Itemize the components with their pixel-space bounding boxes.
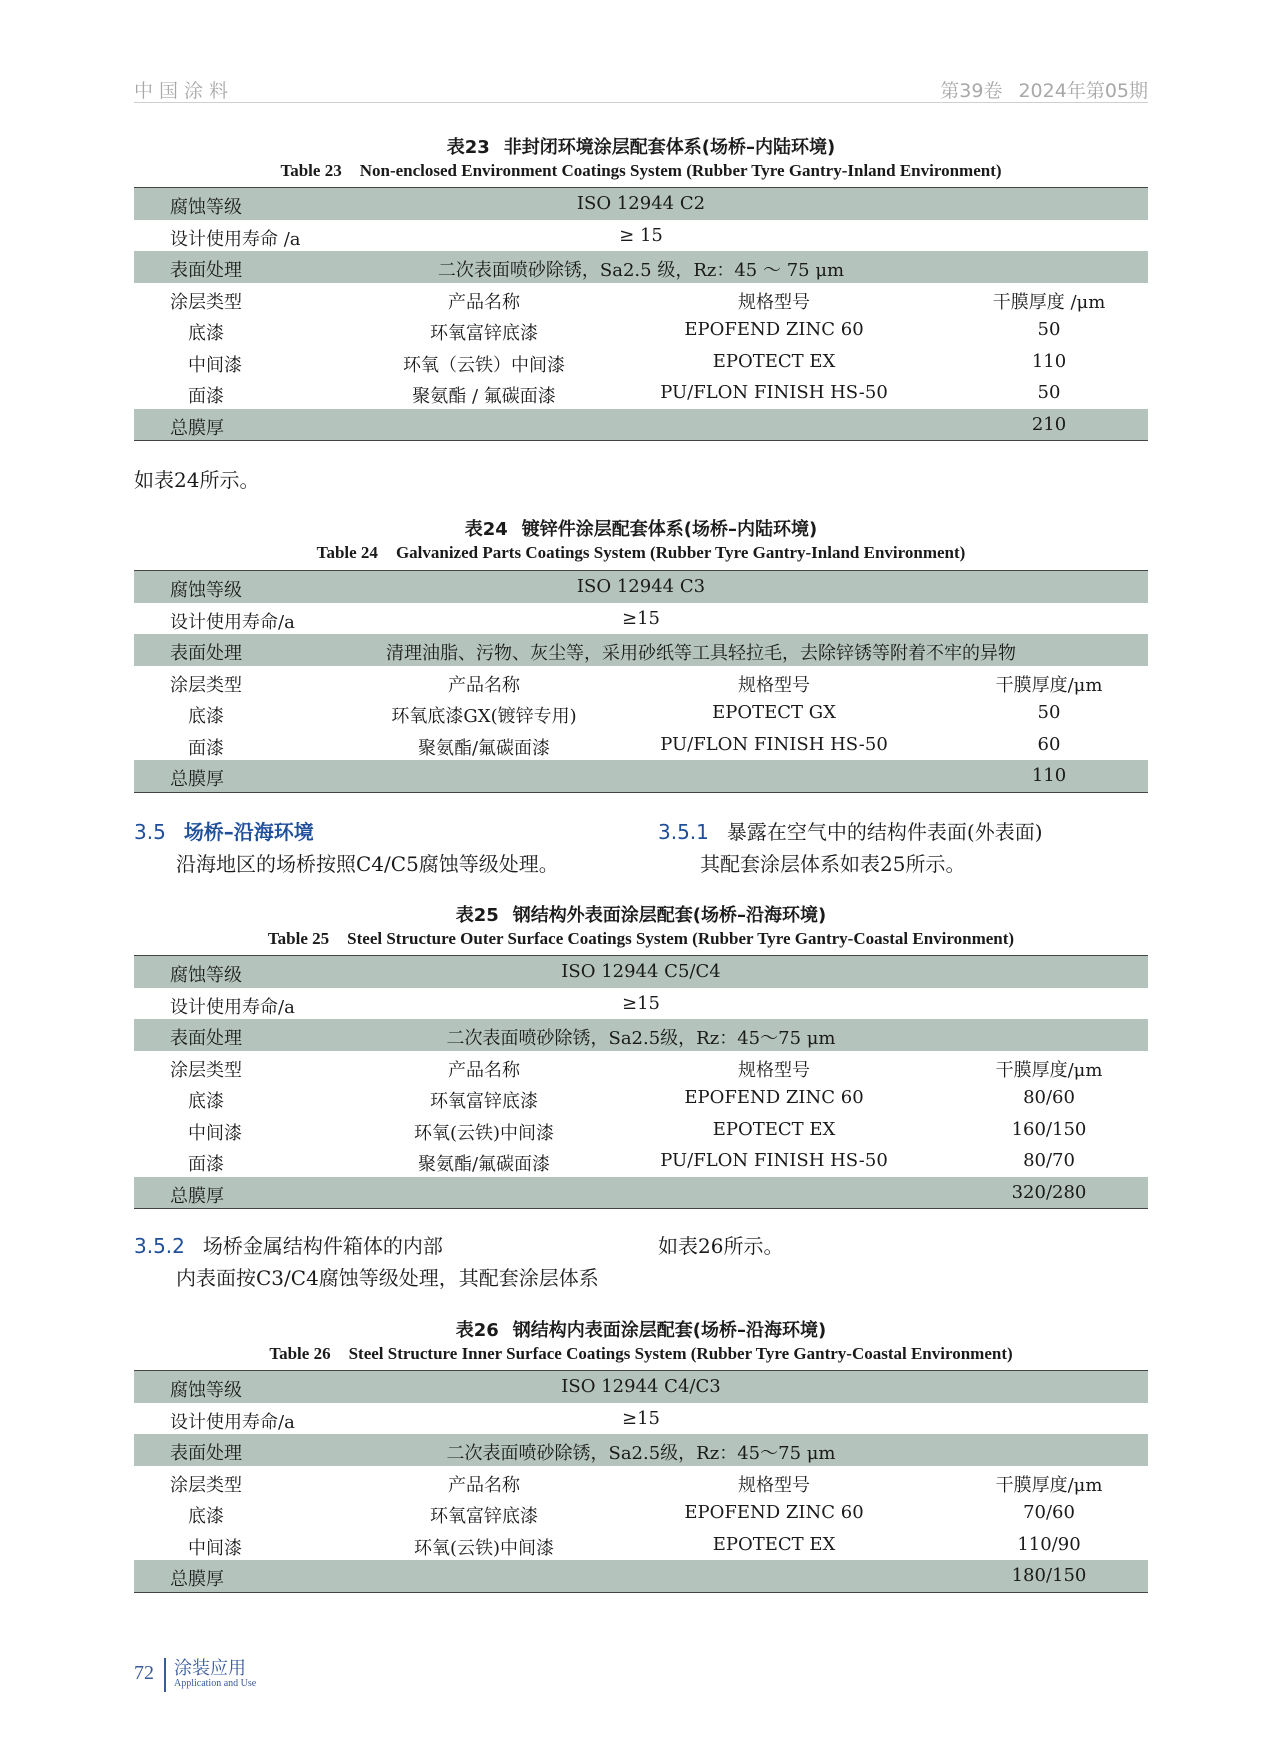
table24-caption-en-num: Table 24: [316, 543, 378, 562]
issue-info: [924, 76, 1148, 103]
table26-caption-cn-num: 表26: [455, 1320, 499, 1341]
surface-label: 表面处理: [170, 1443, 242, 1464]
table25-caption: [134, 901, 1148, 927]
table26-caption-cn: 钢结构内表面涂层配套(场桥–沿海环境): [512, 1320, 827, 1341]
total-label: 总膜厚: [170, 1185, 224, 1207]
table-cell: EPOTECT GX: [712, 702, 836, 723]
corrosion-label: 腐蚀等级: [170, 965, 242, 986]
issue: 2024年第05期: [1018, 80, 1148, 102]
section-number: 3.5: [134, 820, 166, 844]
table-row: [134, 603, 1148, 635]
col-head: 干膜厚度/μm: [995, 674, 1103, 696]
surface-label: 表面处理: [170, 643, 242, 664]
table-cell: 面漆: [188, 1154, 224, 1175]
col-head: 产品名称: [448, 1059, 520, 1081]
section-3-5-body: 沿海地区的场桥按照C4/C5腐蚀等级处理。: [176, 852, 559, 876]
table26-caption-en-wrap: [134, 1344, 1148, 1364]
footer-divider: [164, 1658, 166, 1692]
table-head-row: [134, 283, 1148, 315]
table-cell: 110: [1031, 350, 1067, 372]
total-value: 110: [1031, 765, 1067, 786]
table25: [134, 955, 1148, 1209]
table-cell: 环氧底漆GX(镀锌专用): [391, 706, 577, 727]
table-head-row: [134, 666, 1148, 698]
table-total-row: [134, 409, 1148, 441]
col-head: 规格型号: [738, 674, 810, 696]
life-label: 设计使用寿命/a: [170, 996, 295, 1018]
col-head: 产品名称: [448, 291, 520, 313]
section-number: 3.5.1: [658, 820, 709, 844]
table-cell: 50: [1037, 382, 1061, 403]
table25-caption-en: Steel Structure Outer Surface Coatings System (Rubber Tyre Gantry-Coastal Environment): [347, 929, 1015, 948]
table26-caption-en-num: Table 26: [269, 1344, 331, 1363]
table-head-row: [134, 1466, 1148, 1498]
table26-caption-en: Steel Structure Inner Surface Coatings System (Rubber Tyre Gantry-Coastal Environment): [348, 1344, 1013, 1363]
section-3-5-heading: [134, 816, 314, 848]
col-head: 干膜厚度/μm: [995, 1474, 1103, 1496]
life-value: ≥15: [622, 607, 660, 629]
table26-caption: [134, 1316, 1148, 1342]
table24: [134, 570, 1148, 793]
footer-section-cn: 涂装应用: [174, 1658, 246, 1679]
table23-caption: [134, 133, 1148, 159]
table-cell: EPOTECT EX: [712, 1533, 836, 1555]
table-row: [134, 1497, 1148, 1529]
table-total-row: [134, 1560, 1148, 1592]
col-head: 涂层类型: [170, 1059, 242, 1081]
col-head: 涂层类型: [170, 674, 242, 696]
total-value: 180/150: [1011, 1565, 1087, 1586]
section-3-5-1-body: 其配套涂层体系如表25所示。: [700, 852, 966, 876]
section-3-5-2-body-right: 如表26所示。: [658, 1234, 784, 1258]
life-value: ≥ 15: [619, 224, 663, 246]
table25-caption-en-num: Table 25: [267, 929, 330, 948]
table-row: [134, 1371, 1148, 1403]
life-label: 设计使用寿命/a: [170, 1411, 295, 1433]
table24-caption-cn: 镀锌件涂层配套体系(场桥–内陆环境): [521, 519, 818, 540]
table-total-row: [134, 1177, 1148, 1209]
table-row: [134, 729, 1148, 761]
total-value: 320/280: [1011, 1181, 1087, 1203]
table-cell: 80/70: [1023, 1150, 1075, 1171]
table-row: [134, 1403, 1148, 1435]
col-head: 干膜厚度/μm: [995, 1059, 1103, 1081]
table-cell: 面漆: [188, 737, 224, 759]
table-cell: 70/60: [1023, 1502, 1075, 1523]
table-cell: 80/60: [1023, 1087, 1075, 1108]
total-label: 总膜厚: [170, 769, 224, 790]
table-row: [134, 571, 1148, 603]
table-cell: PU/FLON FINISH HS-50: [660, 1150, 888, 1171]
total-label: 总膜厚: [170, 417, 224, 439]
table23-caption-en-wrap: [134, 161, 1148, 181]
table-row: [134, 377, 1148, 409]
table-row: [134, 251, 1148, 283]
table-cell: 底漆: [188, 706, 224, 727]
table-cell: PU/FLON FINISH HS-50: [660, 733, 888, 755]
table-cell: 底漆: [188, 1091, 224, 1112]
table-row: [134, 314, 1148, 346]
table-cell: EPOTECT EX: [712, 350, 836, 372]
table24-caption: [134, 515, 1148, 541]
table-cell: 环氧富锌底漆: [430, 323, 538, 344]
table-row: [134, 1114, 1148, 1146]
table-cell: 环氧(云铁)中间漆: [413, 1122, 555, 1144]
corrosion-label: 腐蚀等级: [170, 197, 242, 218]
col-head: 产品名称: [448, 1474, 520, 1496]
journal-name: 中国涂料: [134, 80, 235, 102]
footer-section-en: Application and Use: [174, 1678, 257, 1689]
table23-caption-en: Non-enclosed Environment Coatings System (Rubber Tyre Gantry-Inland Environment): [359, 161, 1002, 180]
running-header: [134, 76, 1148, 103]
table-row: [134, 634, 1148, 666]
col-head: 产品名称: [448, 674, 520, 696]
surface-value: 二次表面喷砂除锈，Sa2.5级，Rz：45～75 μm: [446, 1443, 836, 1464]
table-row: [134, 956, 1148, 988]
surface-value: 二次表面喷砂除锈，Sa2.5 级，Rz：45 ～ 75 μm: [437, 260, 845, 281]
surface-value: 二次表面喷砂除锈，Sa2.5级，Rz：45～75 μm: [446, 1028, 836, 1049]
col-head: 规格型号: [738, 291, 810, 313]
table-cell: 160/150: [1011, 1118, 1087, 1140]
table26: [134, 1370, 1148, 1593]
table-cell: EPOFEND ZINC 60: [684, 1087, 864, 1108]
col-head: 干膜厚度 /μm: [992, 291, 1106, 313]
table-cell: 面漆: [188, 386, 224, 407]
life-value: ≥15: [622, 1407, 660, 1429]
corrosion-value: ISO 12944 C3: [576, 576, 706, 597]
table25-caption-cn-num: 表25: [455, 905, 499, 926]
table24-caption-en-wrap: [134, 543, 1148, 563]
table-cell: 环氧富锌底漆: [430, 1506, 538, 1527]
corrosion-label: 腐蚀等级: [170, 580, 242, 601]
surface-label: 表面处理: [170, 1028, 242, 1049]
table-head-row: [134, 1051, 1148, 1083]
col-head: 涂层类型: [170, 291, 242, 313]
table23-caption-cn-num: 表23: [446, 137, 490, 158]
table-row: [134, 1529, 1148, 1561]
total-label: 总膜厚: [170, 1569, 224, 1590]
table-cell: 环氧(云铁)中间漆: [413, 1537, 555, 1559]
table-cell: 中间漆: [188, 1122, 242, 1144]
table-row: [134, 346, 1148, 378]
table-cell: 60: [1037, 733, 1061, 755]
table-cell: 聚氨酯/氟碳面漆: [417, 737, 551, 759]
col-head: 规格型号: [738, 1059, 810, 1081]
corrosion-value: ISO 12944 C5/C4: [561, 961, 721, 982]
table-cell: 环氧富锌底漆: [430, 1091, 538, 1112]
surface-label: 表面处理: [170, 260, 242, 281]
corrosion-value: ISO 12944 C4/C3: [561, 1376, 721, 1397]
table-cell: 中间漆: [188, 1537, 242, 1559]
table25-caption-en-wrap: [134, 929, 1148, 949]
table-cell: PU/FLON FINISH HS-50: [660, 382, 888, 403]
table-cell: 聚氨酯/氟碳面漆: [417, 1154, 551, 1175]
table-cell: 底漆: [188, 1506, 224, 1527]
table-cell: 中间漆: [188, 354, 242, 376]
table-row: [134, 1145, 1148, 1177]
table23-caption-en-num: Table 23: [280, 161, 342, 180]
table-row: [134, 1019, 1148, 1051]
table24-caption-en: Galvanized Parts Coatings System (Rubber Tyre Gantry-Inland Environment): [395, 543, 966, 562]
table-row: [134, 220, 1148, 252]
col-head: 涂层类型: [170, 1474, 242, 1496]
surface-value: 清理油脂、污物、灰尘等，采用砂纸等工具轻拉毛，去除锌锈等附着不牢的异物: [386, 643, 1016, 664]
table25-caption-cn: 钢结构外表面涂层配套(场桥–沿海环境): [512, 905, 827, 926]
section-title: 场桥金属结构件箱体的内部: [202, 1234, 443, 1258]
table-cell: 底漆: [188, 323, 224, 344]
corrosion-value: ISO 12944 C2: [576, 193, 706, 214]
corrosion-label: 腐蚀等级: [170, 1380, 242, 1401]
section-title: 场桥–沿海环境: [183, 820, 314, 844]
table-cell: EPOFEND ZINC 60: [684, 1502, 864, 1523]
table23: [134, 187, 1148, 441]
table-row: [134, 1082, 1148, 1114]
table-cell: 聚氨酯 / 氟碳面漆: [412, 386, 556, 407]
table-row: [134, 988, 1148, 1020]
section-3-5-1-heading: [658, 816, 1043, 848]
page-number: 72: [134, 1662, 154, 1684]
col-head: 规格型号: [738, 1474, 810, 1496]
volume: 第39卷: [940, 80, 1003, 102]
table-cell: EPOTECT EX: [712, 1118, 836, 1140]
section-3-5-2-heading: [134, 1230, 443, 1262]
paragraph: 如表24所示。: [134, 468, 260, 492]
total-value: 210: [1031, 413, 1067, 435]
table-cell: EPOFEND ZINC 60: [684, 319, 864, 340]
section-title: 暴露在空气中的结构件表面(外表面): [726, 820, 1043, 844]
section-number: 3.5.2: [134, 1234, 185, 1258]
table-cell: 50: [1037, 319, 1061, 340]
life-label: 设计使用寿命/a: [170, 611, 295, 633]
table-cell: 110/90: [1017, 1533, 1081, 1555]
life-label: 设计使用寿命 /a: [170, 228, 301, 250]
table-row: [134, 188, 1148, 220]
table-cell: 50: [1037, 702, 1061, 723]
section-3-5-2-body: 内表面按C3/C4腐蚀等级处理，其配套涂层体系: [176, 1266, 599, 1290]
life-value: ≥15: [622, 992, 660, 1014]
table23-caption-cn: 非封闭环境涂层配套体系(场桥–内陆环境): [503, 137, 836, 158]
table-row: [134, 697, 1148, 729]
table-total-row: [134, 760, 1148, 792]
table24-caption-cn-num: 表24: [464, 519, 508, 540]
table-cell: 环氧（云铁）中间漆: [403, 354, 565, 376]
table-row: [134, 1434, 1148, 1466]
